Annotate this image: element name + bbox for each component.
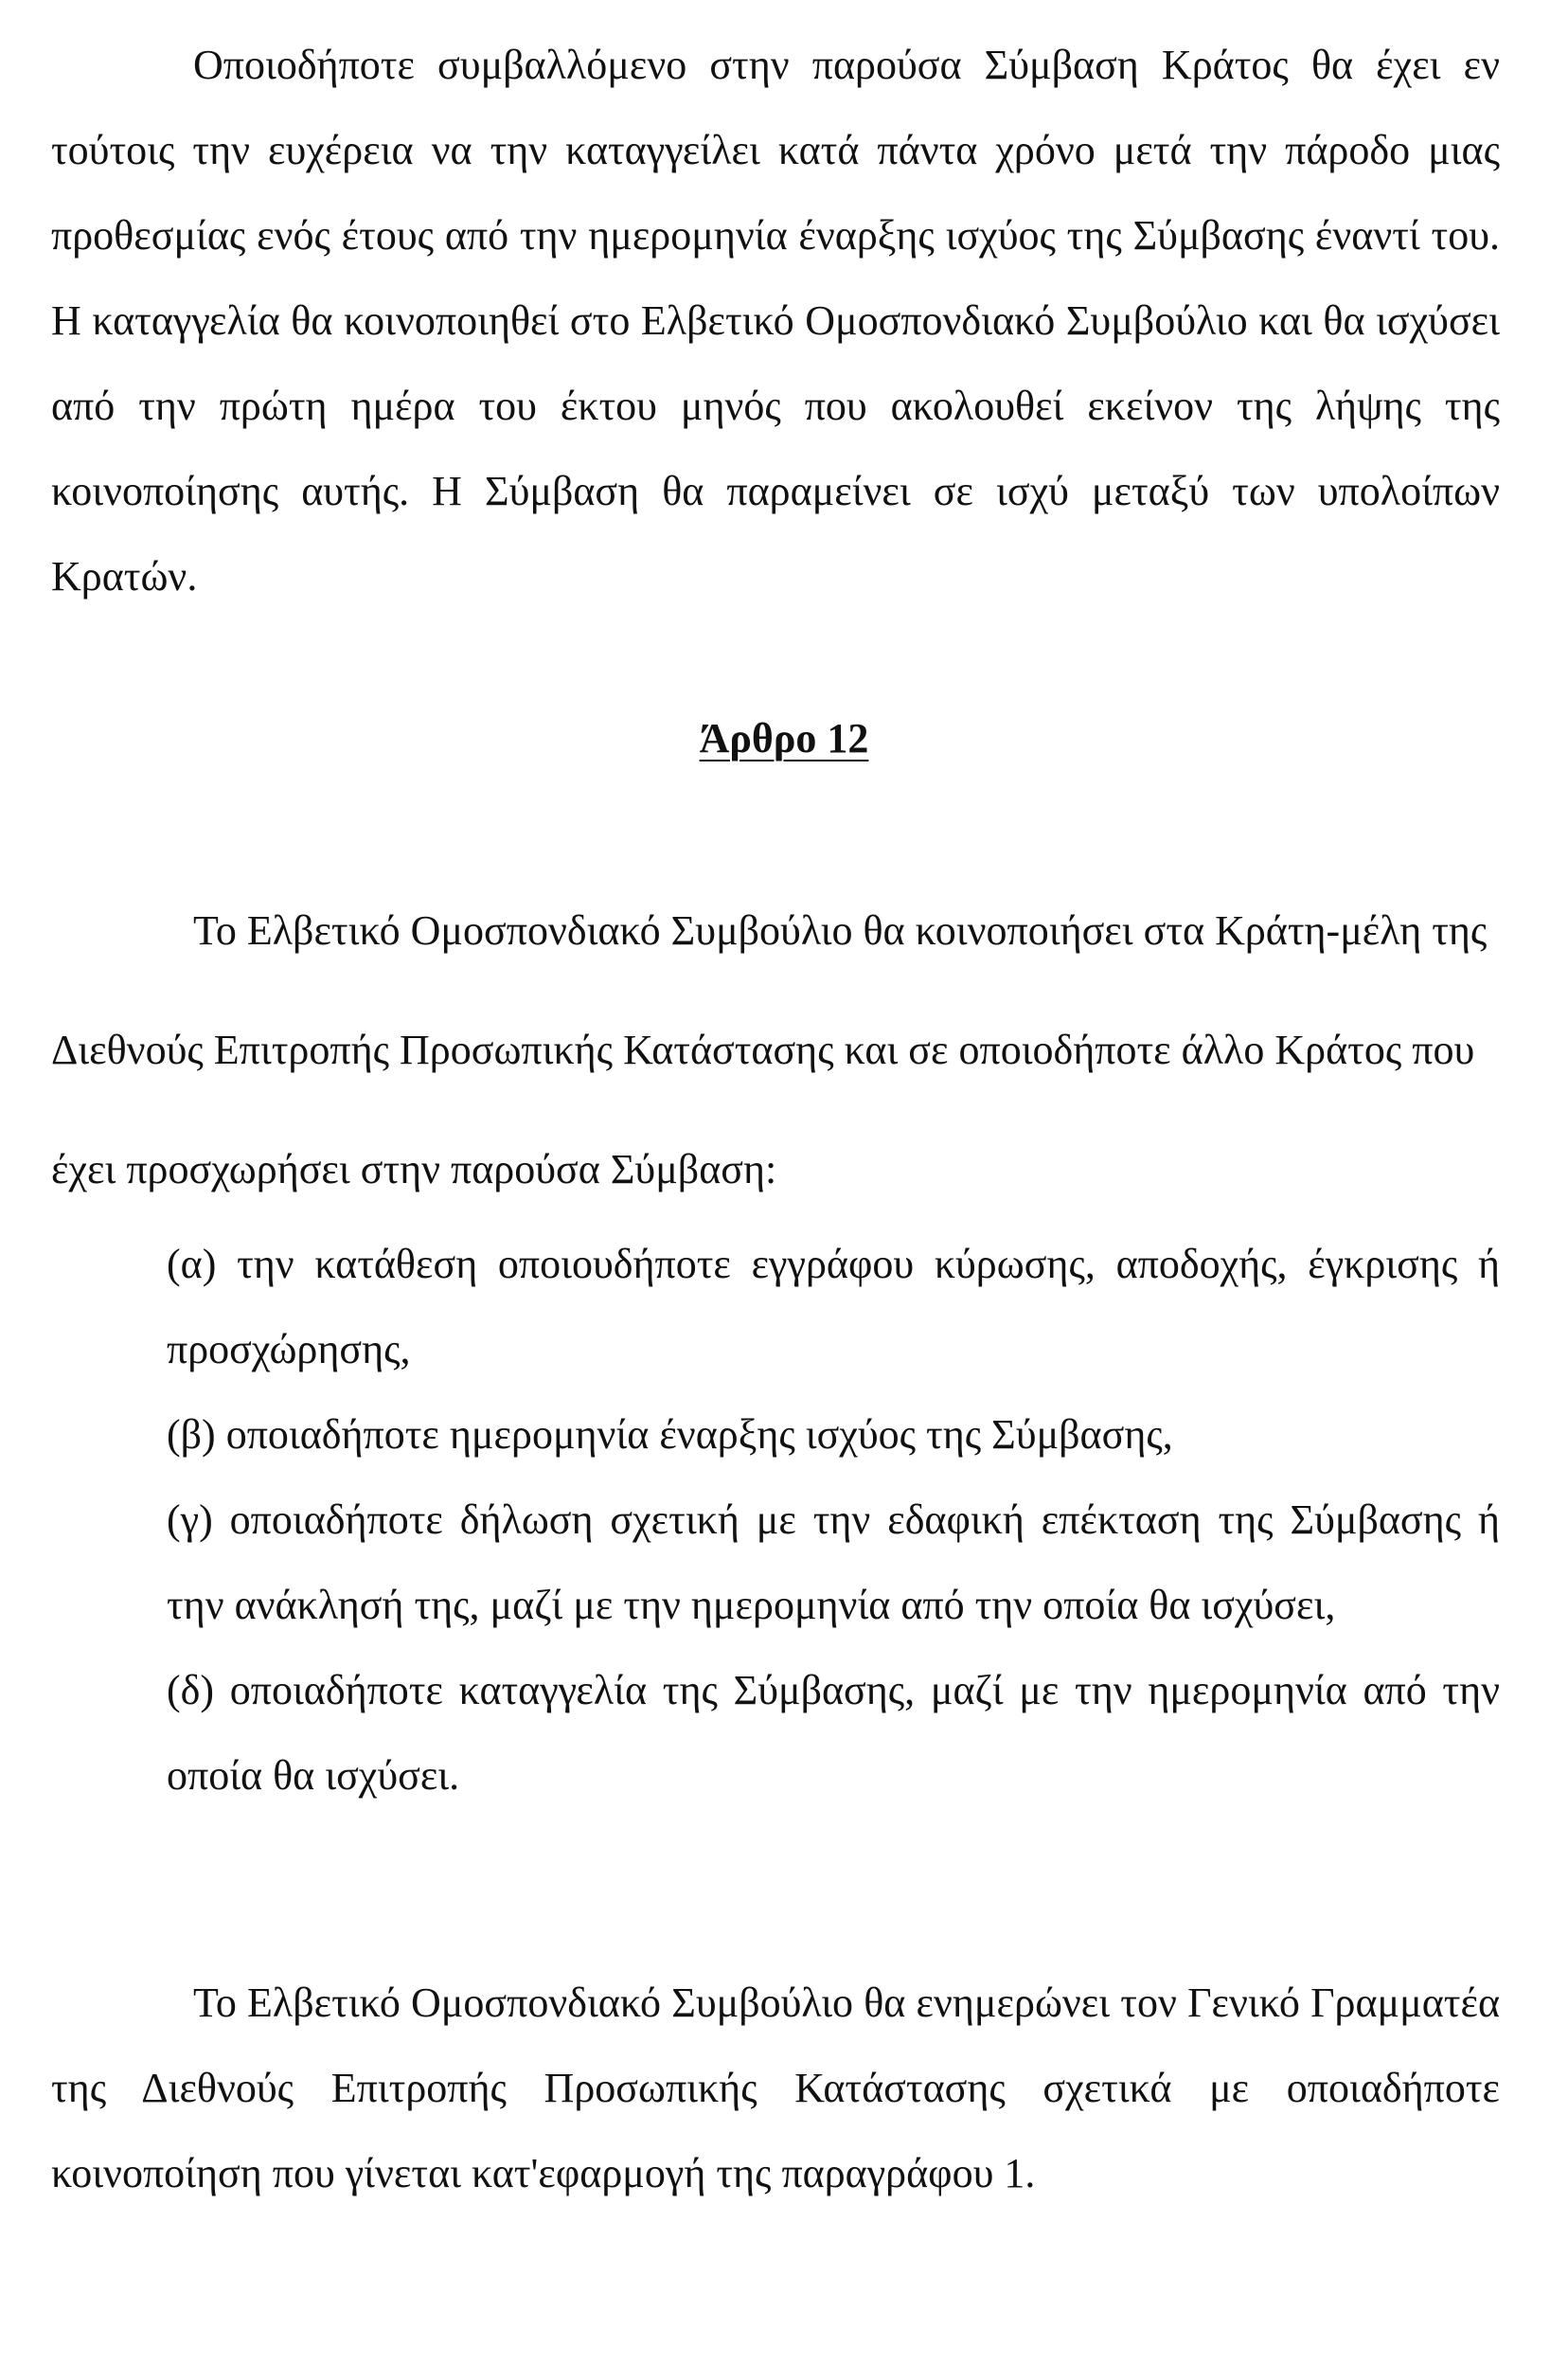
paragraph-notification: Το Ελβετικό Ομοσπονδιακό Συμβούλιο θα κοινοποιήσει στα Κράτη-μέλη της Διεθνούς Επιτροπής Προσωπικής Κατάστασης και σε οποιοδήποτε άλλο Κράτος που έχει προσχωρήσει στην παρούσα Σύμβαση: [51,907,1488,1192]
article-heading-text: Άρθρο 12 [699,715,869,761]
paragraph-secretary-general: Το Ελβετικό Ομοσπονδιακό Συμβούλιο θα ενημερώνει τον Γενικό Γραμματέα της Διεθνούς Επιτροπής Προσωπικής Κατάστασης σχετικά με οποιαδήποτε κοινοποίηση που γίνεται κατ'εφαρμογή της παραγράφου 1. [51,1980,1500,2196]
paragraph-denunciation: Οποιοδήποτε συμβαλλόμενο στην παρούσα Σύμβαση Κράτος θα έχει εν τούτοις την ευχέρεια να την καταγγείλει κατά πάντα χρόνο μετά την πάροδο μιας προθεσμίας ενός έτους από την ημερομηνία έναρξης ισχύος της Σύμβασης έναντί του. Η καταγγελία θα κοινοποιηθεί στο Ελβετικό Ομοσπονδιακό Συμβούλιο και θα ισχύσει από την πρώτη ημέρα του έκτου μηνός που ακολουθεί εκείνον της λήψης της κοινοποίησης αυτής. Η Σύμβαση θα παραμείνει σε ισχύ μεταξύ των υπολοίπων Κρατών. [51,42,1500,600]
article-heading [0,710,1568,767]
list-item: (δ) οποιαδήποτε καταγγελία της Σύμβασης, μαζί με την ημερομηνία από την οποία θα ισχύσει. [167,1667,1500,1799]
list-item: (β) οποιαδήποτε ημερομηνία έναρξης ισχύος της Σύμβασης, [167,1411,1173,1458]
list-item: (γ) οποιαδήποτε δήλωση σχετική με την εδαφική επέκταση της Σύμβασης ή την ανάκλησή της, μαζί με την ημερομηνία από την οποία θα ισχύσει, [167,1496,1500,1628]
notification-list [167,1222,1500,1819]
list-item: (α) την κατάθεση οποιουδήποτε εγγράφου κύρωσης, αποδοχής, έγκρισης ή προσχώρησης, [167,1241,1500,1372]
